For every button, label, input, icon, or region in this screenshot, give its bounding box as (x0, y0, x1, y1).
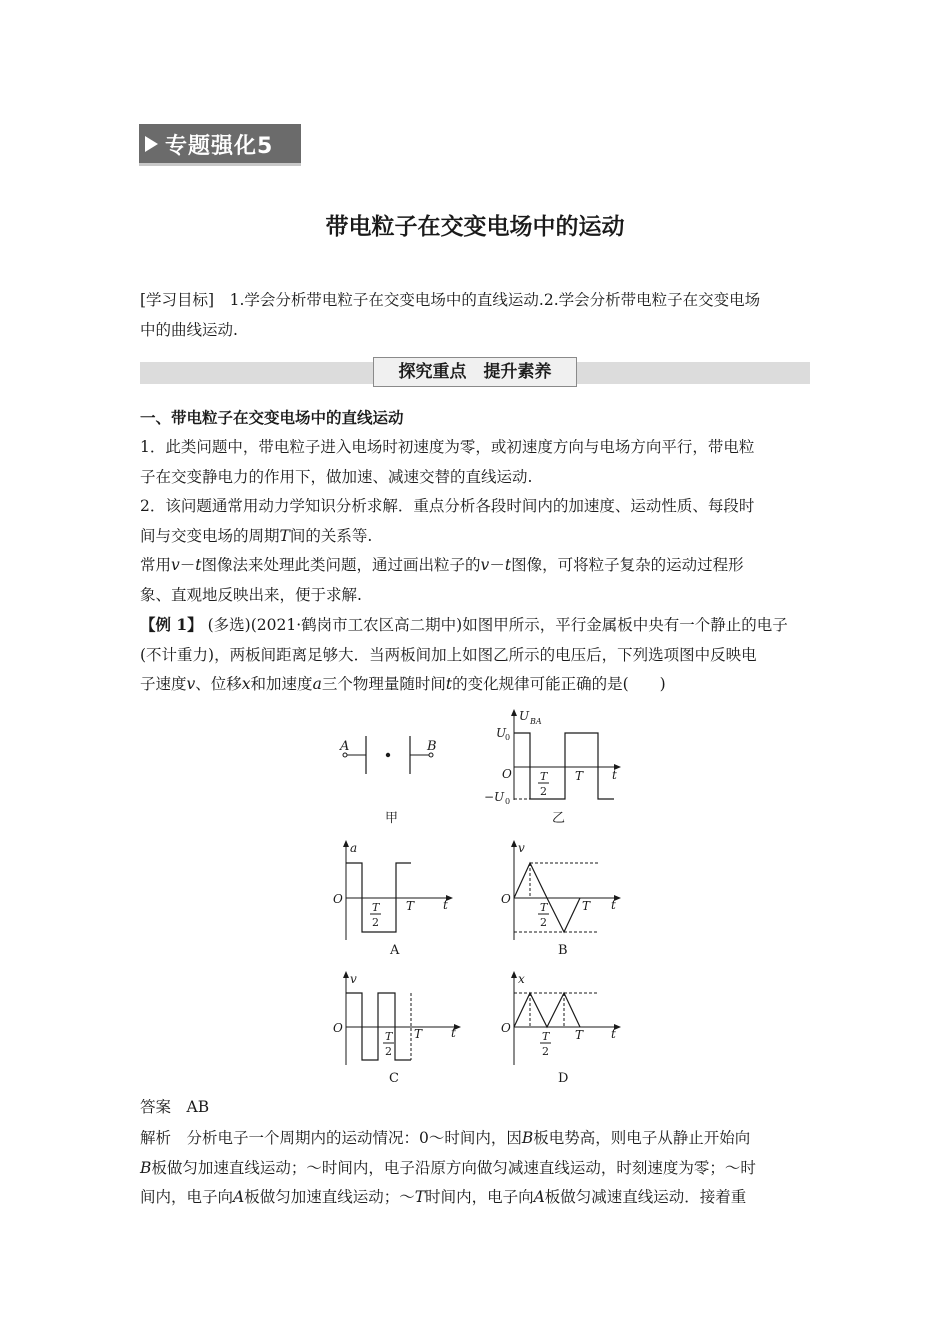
example-1: 【例 1】 (多选)(2021·鹤岗市工农区高二期中)如图甲所示，平行金属板中央有一个静止的电子 (不计重力)，两板间距离足够大．当两板间加上如图乙所示的电压后，下列选项图中反映电 子速度v、位移x和加速度a三个物理量随时间t的变化规律可能正确的是( ) (140, 615, 788, 693)
objectives-label: [学习目标] (140, 291, 215, 309)
svg-text:O: O (502, 767, 512, 781)
svg-text:0: 0 (505, 797, 511, 806)
figure-jia (339, 736, 437, 826)
svg-text:O: O (501, 892, 511, 906)
svg-text:O: O (333, 1021, 343, 1035)
electron-dot (386, 753, 390, 757)
caption-b: B (558, 943, 568, 958)
analysis-label: 解析 (140, 1129, 172, 1147)
svg-text:T: T (582, 899, 591, 913)
svg-text:U: U (519, 709, 530, 723)
svg-text:t: t (611, 898, 616, 912)
figure-option-b (501, 841, 620, 958)
svg-text:T: T (372, 901, 380, 914)
figure-option-a (333, 841, 452, 958)
topic-banner (139, 124, 301, 166)
plate-a-label: A (340, 739, 350, 754)
item-2: 2．该问题通常用动力学知识分析求解．重点分析各段时间内的加速度、运动性质、每段时 间与交变电场的周期T间的关系等. (140, 497, 755, 545)
svg-text:a: a (350, 841, 358, 855)
figure-option-d (501, 972, 620, 1086)
page-title: 带电粒子在交变电场中的运动 (325, 214, 625, 240)
svg-text:T: T (575, 1028, 584, 1042)
svg-text:O: O (333, 892, 343, 906)
plate-b-label: B (427, 739, 437, 754)
item-1: 1．此类问题中，带电粒子进入电场时初速度为零，或初速度方向与电场方向平行，带电粒 子在交变静电力的作用下，做加速、减速交替的直线运动. (140, 438, 755, 486)
answer (140, 1093, 812, 1123)
objectives (140, 286, 812, 345)
caption-yi: 乙 (552, 811, 566, 826)
svg-text:T: T (542, 1030, 550, 1043)
svg-text:t: t (611, 1027, 616, 1041)
svg-text:T: T (406, 899, 415, 913)
figures (0, 700, 950, 1100)
svg-text:T: T (540, 901, 548, 914)
figure-option-c (333, 972, 460, 1086)
svg-text:T: T (414, 1027, 423, 1041)
svg-text:t: t (612, 768, 617, 782)
svg-text:2: 2 (540, 785, 547, 798)
svg-text:v: v (350, 972, 357, 986)
play-arrow-icon (145, 136, 158, 152)
svg-text:O: O (501, 1021, 511, 1035)
svg-text:2: 2 (542, 1045, 549, 1058)
svg-text:v: v (518, 841, 525, 855)
answer-label: 答案 (140, 1098, 172, 1116)
answer-value: AB (186, 1098, 210, 1116)
example-tag: 【例 1】 (140, 615, 203, 634)
svg-text:t: t (443, 898, 448, 912)
caption-c: C (389, 1071, 399, 1086)
voltage-square-wave (514, 733, 614, 799)
figure-yi (484, 709, 620, 826)
objectives-line1: [学习目标] 1.学会分析带电粒子在交变电场中的直线运动.2.学会分析带电粒子在交变电场 (140, 291, 761, 309)
svg-text:−U: −U (484, 790, 505, 804)
caption-jia: 甲 (385, 811, 399, 826)
analysis: 解析 分析电子一个周期内的运动情况：0～时间内，因B板电势高，则电子从静止开始向 B板做匀加速直线运动；～时间内，电子沿原方向做匀减速直线运动，时刻速度为零；～时 间内，电子向A板做匀加速直线运动；～T时间内，电子向A板做匀减速直线运动．接着重 (140, 1129, 756, 1206)
caption-d: D (558, 1071, 569, 1086)
svg-text:2: 2 (540, 916, 547, 929)
section-title: 探究重点 提升素养 (373, 357, 577, 387)
objectives-line2: 中的曲线运动. (140, 320, 238, 339)
caption-a: A (390, 943, 400, 958)
svg-text:x: x (518, 972, 525, 986)
svg-text:BA: BA (530, 717, 542, 726)
heading-linear-motion: 一、带电粒子在交变电场中的直线运动 (140, 409, 404, 427)
item-3: 常用v－t图像法来处理此类问题，通过画出粒子的v－t图像，可将粒子复杂的运动过程形 象、直观地反映出来，便于求解. (140, 556, 744, 604)
svg-text:T: T (575, 769, 584, 783)
svg-text:T: T (385, 1030, 393, 1043)
svg-text:0: 0 (505, 733, 511, 742)
svg-text:T: T (540, 770, 548, 783)
svg-text:t: t (451, 1026, 456, 1040)
svg-text:2: 2 (372, 916, 379, 929)
svg-text:U: U (496, 726, 507, 740)
svg-text:2: 2 (385, 1045, 392, 1058)
displacement-wave (514, 993, 580, 1027)
banner-text: 专题强化5 (165, 134, 274, 159)
